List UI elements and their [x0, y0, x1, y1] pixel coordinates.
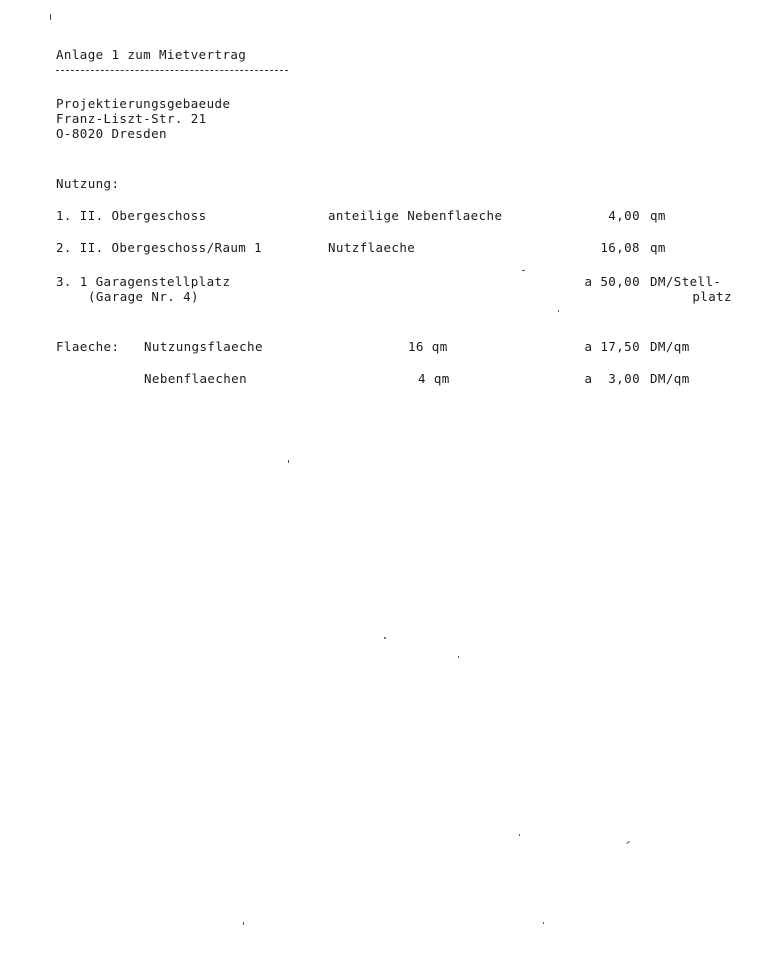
scan-speck — [543, 922, 544, 924]
item-3-unit-continued: platz — [692, 289, 732, 304]
area-row-2-price: a 3,00 — [584, 371, 640, 386]
document-title: Anlage 1 zum Mietvertrag — [56, 47, 247, 62]
title-underline — [56, 70, 288, 71]
item-3-sublabel: (Garage Nr. 4) — [88, 289, 199, 304]
area-row-2-qty: 4 qm — [418, 371, 450, 386]
scan-speck — [558, 310, 559, 312]
area-label: Flaeche: — [56, 339, 120, 354]
item-3-price: a 50,00 — [584, 274, 640, 289]
area-row-1-qty: 16 qm — [408, 339, 448, 354]
area-row-2-unit: DM/qm — [650, 371, 690, 386]
item-1-label: 1. II. Obergeschoss — [56, 208, 207, 223]
address-line-3: O-8020 Dresden — [56, 126, 167, 141]
item-1-unit: qm — [650, 208, 666, 223]
scan-speck — [384, 637, 386, 639]
usage-heading: Nutzung: — [56, 176, 120, 191]
item-3-unit: DM/Stell- — [650, 274, 722, 289]
item-2-type: Nutzflaeche — [328, 240, 416, 255]
scan-speck — [458, 656, 459, 658]
item-2-amount: 16,08 — [600, 240, 640, 255]
scan-speck — [50, 14, 51, 20]
item-1-type: anteilige Nebenflaeche — [328, 208, 503, 223]
area-row-1-unit: DM/qm — [650, 339, 690, 354]
scan-speck — [288, 460, 289, 463]
scan-speck — [522, 270, 525, 271]
area-row-2-name: Nebenflaechen — [144, 371, 248, 386]
item-1-amount: 4,00 — [608, 208, 640, 223]
item-2-label: 2. II. Obergeschoss/Raum 1 — [56, 240, 263, 255]
scan-speck — [519, 834, 520, 836]
address-line-2: Franz-Liszt-Str. 21 — [56, 111, 207, 126]
address-line-1: Projektierungsgebaeude — [56, 96, 231, 111]
item-3-label: 3. 1 Garagenstellplatz — [56, 274, 231, 289]
area-row-1-price: a 17,50 — [584, 339, 640, 354]
area-row-1-name: Nutzungsflaeche — [144, 339, 263, 354]
scan-speck — [626, 841, 630, 844]
scan-speck — [243, 922, 244, 925]
item-2-unit: qm — [650, 240, 666, 255]
